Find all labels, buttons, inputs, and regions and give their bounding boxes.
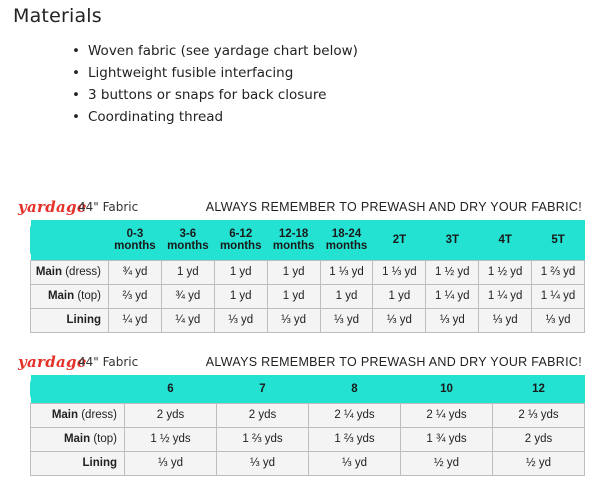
yardage-cell: ⅓ yd (532, 308, 585, 332)
material-text: Woven fabric (see yardage chart below) (88, 43, 358, 59)
size-label: 2T (392, 233, 407, 246)
size-label: 12-18 (278, 227, 309, 240)
row-label (31, 284, 109, 308)
yardage-cell: ½ yd (493, 451, 585, 475)
material-text: Lightweight fusible interfacing (88, 65, 294, 81)
prewash-reminder: ALWAYS REMEMBER TO PREWASH AND DRY YOUR FABRIC! (205, 355, 582, 369)
size-header (217, 375, 309, 403)
header-corner (31, 375, 125, 403)
size-label: 5T (551, 233, 565, 246)
row-label-sub: (dress) (81, 409, 117, 421)
table-row (31, 451, 585, 475)
yardage-chart-toddler (18, 198, 584, 326)
materials-heading: Materials (13, 5, 102, 27)
bullet-icon: • (72, 87, 80, 103)
row-label (31, 260, 109, 284)
yardage-cell: 1 yd (214, 260, 267, 284)
yardage-logo: yardage (18, 353, 87, 371)
yardage-cell: 2 ¼ yds (401, 403, 493, 427)
size-label: 3T (445, 233, 459, 246)
size-header-row (31, 220, 585, 260)
yardage-cell: 1 ½ yds (125, 427, 217, 451)
list-item (72, 62, 358, 84)
table-row (31, 427, 585, 451)
size-header-row (31, 375, 585, 403)
yardage-logo: yardage (18, 198, 87, 216)
yardage-cell: ¾ yd (161, 284, 214, 308)
prewash-reminder: ALWAYS REMEMBER TO PREWASH AND DRY YOUR FABRIC! (205, 200, 582, 214)
row-label-main: Main (47, 290, 75, 302)
yardage-cell: 1 ¾ yds (401, 427, 493, 451)
row-label-sub: (top) (93, 433, 117, 445)
size-label: 3-6 (179, 227, 197, 240)
yardage-cell: 1 ¼ yd (532, 284, 585, 308)
yardage-cell: 1 ½ yd (426, 260, 479, 284)
row-label-main: Main (63, 433, 91, 445)
yardage-cell: 2 yds (125, 403, 217, 427)
yardage-cell: ⅓ yd (373, 308, 426, 332)
yardage-cell: 1 ⅔ yd (532, 260, 585, 284)
size-unit: months (114, 239, 156, 252)
table-row (31, 260, 585, 284)
size-label: 4T (498, 233, 512, 246)
yardage-cell: 2 yds (217, 403, 309, 427)
row-label (31, 308, 109, 332)
yardage-cell: ¼ yd (109, 308, 162, 332)
yardage-cell: ½ yd (401, 451, 493, 475)
yardage-cell: ⅔ yd (109, 284, 162, 308)
size-header (479, 220, 532, 260)
size-label: 6 (167, 382, 174, 395)
row-label (31, 403, 125, 427)
yardage-cell: 1 ⅔ yds (217, 427, 309, 451)
row-label-sub: (dress) (65, 266, 101, 278)
yardage-cell: 1 yd (373, 284, 426, 308)
yardage-cell: ⅓ yd (320, 308, 373, 332)
yardage-title (18, 200, 584, 218)
yardage-cell: 1 ⅔ yds (309, 427, 401, 451)
yardage-cell: ⅓ yd (125, 451, 217, 475)
size-header (125, 375, 217, 403)
yardage-chart-kids (18, 353, 584, 469)
list-item (72, 84, 358, 106)
list-item (72, 106, 358, 128)
size-unit: months (219, 239, 262, 252)
material-text: Coordinating thread (88, 109, 224, 125)
yardage-cell: 1 yd (267, 260, 320, 284)
row-label (31, 427, 125, 451)
size-unit: months (325, 239, 368, 252)
size-header (426, 220, 479, 260)
table-row (31, 284, 585, 308)
size-label: 6-12 (229, 227, 253, 240)
yardage-cell: 1 ⅓ yd (320, 260, 373, 284)
row-label (31, 451, 125, 475)
yardage-cell: 1 yd (320, 284, 373, 308)
fabric-width: 44" Fabric (78, 355, 139, 369)
size-label: 8 (351, 382, 358, 395)
yardage-cell: ⅓ yd (217, 451, 309, 475)
yardage-title (18, 355, 584, 373)
yardage-cell: 2 ⅓ yds (493, 403, 585, 427)
yardage-table (30, 375, 585, 476)
yardage-cell: ⅓ yd (267, 308, 320, 332)
size-unit: months (167, 239, 209, 252)
yardage-cell: 1 ½ yd (479, 260, 532, 284)
table-row (31, 403, 585, 427)
yardage-cell: ¾ yd (109, 260, 162, 284)
size-header (214, 220, 267, 260)
row-label-main: Lining (82, 457, 117, 469)
size-header (161, 220, 214, 260)
list-item (72, 40, 358, 62)
yardage-cell: ⅓ yd (426, 308, 479, 332)
size-label: 18-24 (331, 227, 362, 240)
yardage-cell: 2 ¼ yds (309, 403, 401, 427)
yardage-cell: 1 yd (214, 284, 267, 308)
size-header (373, 220, 426, 260)
yardage-cell: 1 ¼ yd (426, 284, 479, 308)
yardage-cell: 1 yd (161, 260, 214, 284)
row-label-sub: (top) (77, 290, 101, 302)
yardage-cell: ⅓ yd (214, 308, 267, 332)
size-header (493, 375, 585, 403)
yardage-cell: 1 ⅓ yd (373, 260, 426, 284)
fabric-width: 44" Fabric (78, 200, 139, 214)
size-label: 12 (532, 382, 545, 395)
bullet-icon: • (72, 65, 80, 81)
size-header (309, 375, 401, 403)
size-header (401, 375, 493, 403)
yardage-cell: 1 ¼ yd (479, 284, 532, 308)
materials-list (72, 40, 358, 128)
row-label-main: Lining (66, 314, 101, 326)
size-unit: months (272, 239, 315, 252)
bullet-icon: • (72, 43, 80, 59)
yardage-cell: ⅓ yd (309, 451, 401, 475)
size-label: 7 (259, 382, 266, 395)
yardage-cell: 2 yds (493, 427, 585, 451)
size-header (320, 220, 373, 260)
bullet-icon: • (72, 109, 80, 125)
yardage-table (30, 220, 585, 333)
size-header (532, 220, 585, 260)
size-label: 10 (440, 382, 453, 395)
header-corner (31, 220, 109, 260)
yardage-cell: ⅓ yd (479, 308, 532, 332)
table-row (31, 308, 585, 332)
row-label-main: Main (51, 409, 79, 421)
size-header (109, 220, 162, 260)
row-label-main: Main (35, 266, 63, 278)
yardage-cell: 1 yd (267, 284, 320, 308)
yardage-cell: ¼ yd (161, 308, 214, 332)
size-label: 0-3 (126, 227, 144, 240)
material-text: 3 buttons or snaps for back closure (88, 87, 327, 103)
size-header (267, 220, 320, 260)
